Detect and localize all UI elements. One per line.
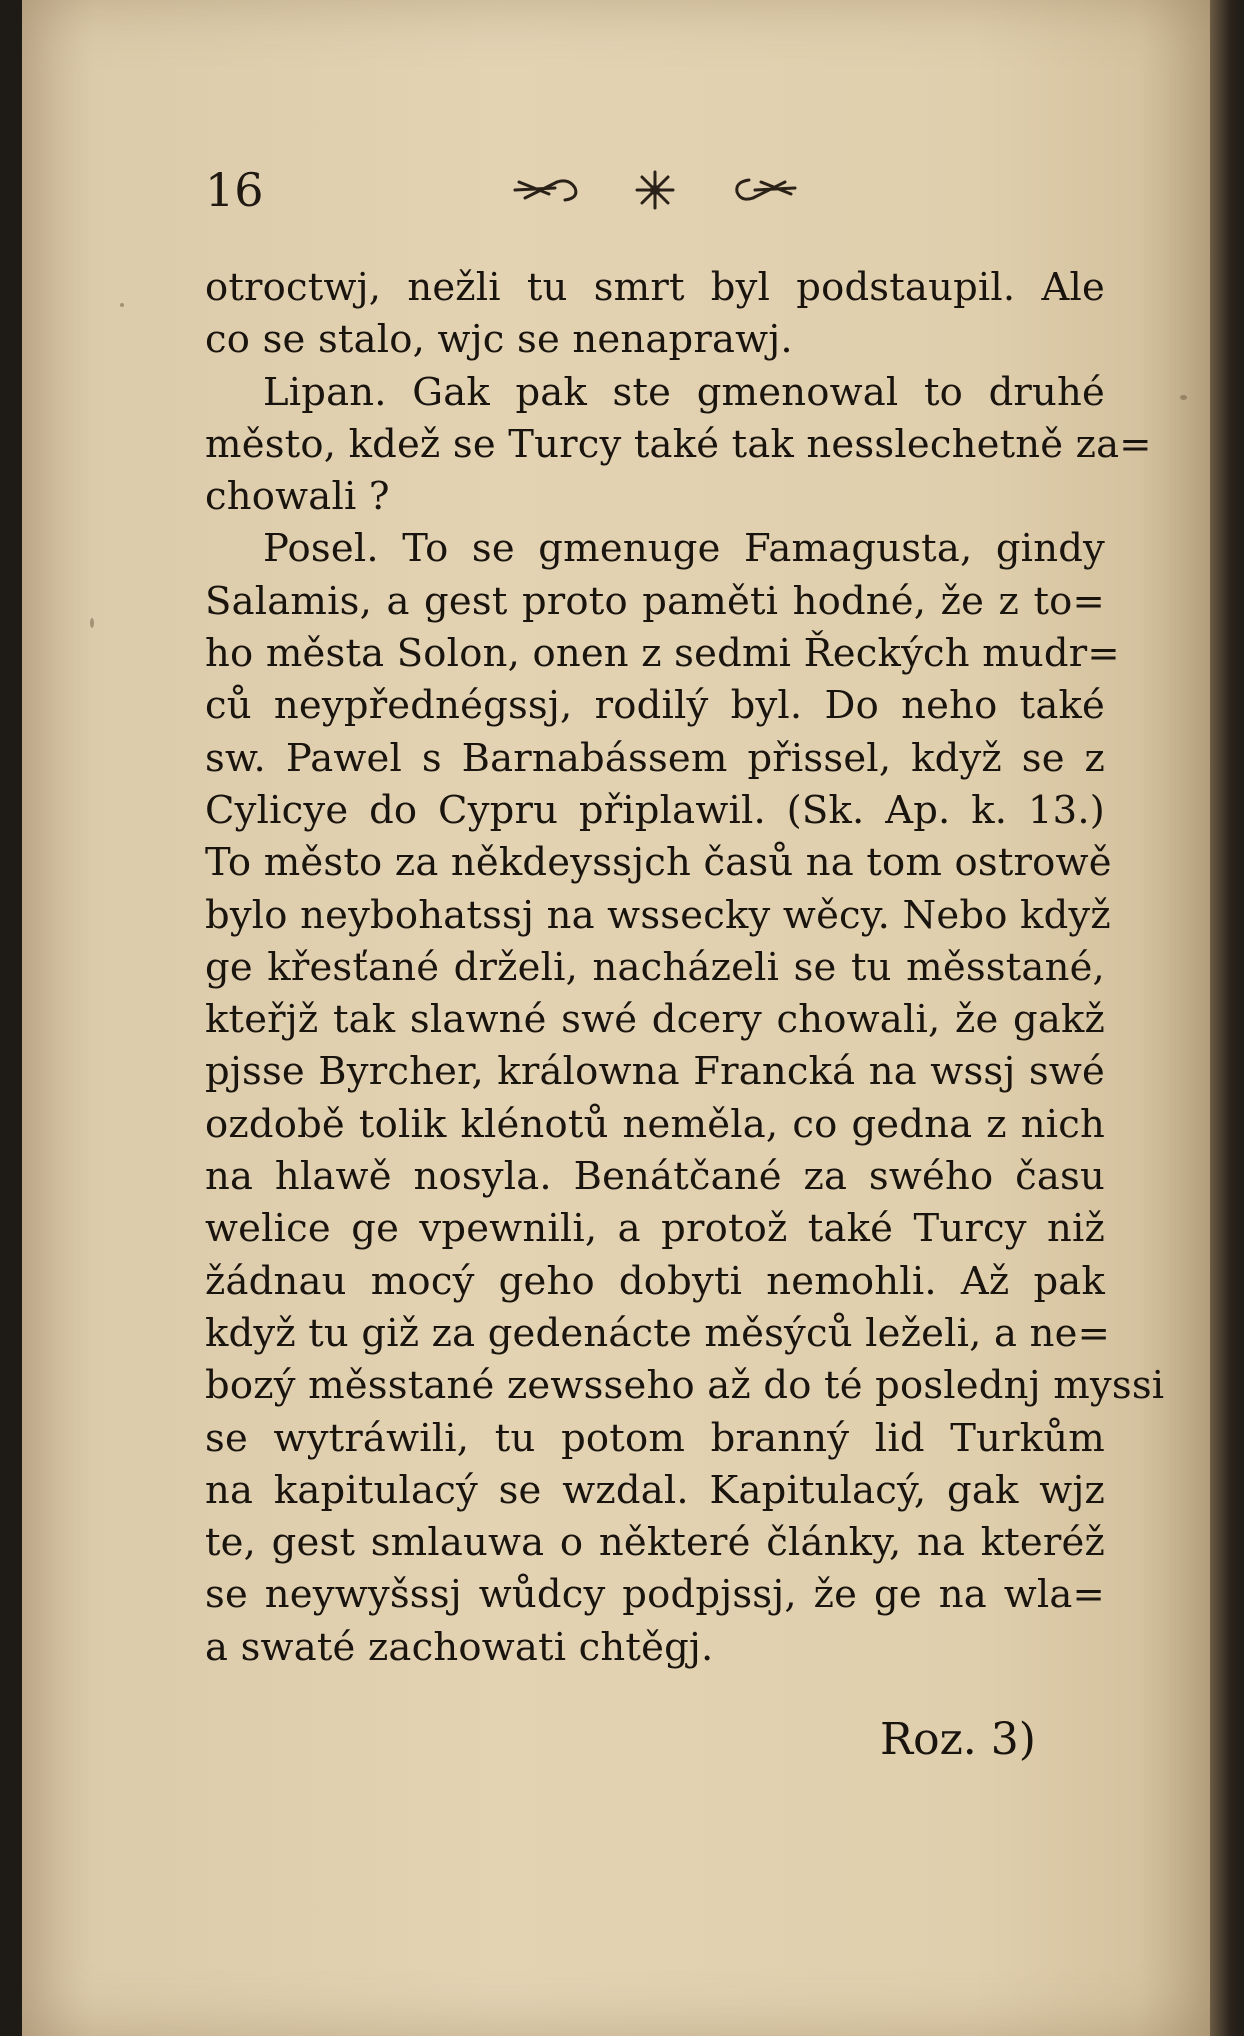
text-line: ho města Solon, onen z sedmi Řeckých mudr= bbox=[205, 631, 1120, 677]
text-line: te, gest smlauwa o některé články, na kteréž bbox=[205, 1520, 1105, 1566]
text-line: To město za někdeyssjch časů na tom ostrowě bbox=[205, 840, 1112, 886]
text-line: pjsse Byrcher, králowna Francká na wssj swé bbox=[205, 1049, 1105, 1095]
text-line: Cylicye do Cypru připlawil. (Sk. Ap. k. 13.) bbox=[205, 787, 1105, 833]
text-line: Posel. To se gmenuge Famagusta, gindy bbox=[263, 526, 1105, 572]
page-header bbox=[205, 160, 835, 220]
text-line: chowali ? bbox=[205, 474, 390, 520]
text-line: otroctwj, nežli tu smrt byl podstaupil. Ale bbox=[205, 265, 1105, 310]
text-line: kteřjž tak slawné swé dcery chowali, že gakž bbox=[205, 997, 1105, 1043]
paper-speck bbox=[1180, 395, 1187, 400]
text-line: Lipan. Gak pak ste gmenowal to druhé bbox=[263, 369, 1105, 415]
text-line: co se stalo, wjc se nenaprawj. bbox=[205, 317, 793, 363]
body-text bbox=[205, 262, 1165, 1674]
text-line: na kapitulacý se wzdal. Kapitulacý, gak wjz bbox=[205, 1467, 1105, 1513]
text-line: na hlawě nosyla. Benátčané za swého času bbox=[205, 1154, 1105, 1200]
text-line: ge křesťané drželi, nacházeli se tu měsstané, bbox=[205, 944, 1105, 990]
text-line: ců neypřednégssj, rodilý byl. Do neho také bbox=[205, 683, 1105, 729]
page-number: 16 bbox=[205, 163, 264, 217]
text-line: město, kdež se Turcy také tak nesslechetně za= bbox=[205, 421, 1152, 467]
paper-speck bbox=[90, 618, 94, 628]
text-line: se wytráwili, tu potom branný lid Turkům bbox=[205, 1415, 1105, 1461]
text-line: žádnau mocý geho dobyti nemohli. Až pak bbox=[205, 1258, 1105, 1304]
fleuron-ornament-icon bbox=[505, 168, 805, 212]
text-line: sw. Pawel s Barnabássem přissel, když se z bbox=[205, 735, 1105, 781]
text-line: ozdobě tolik klénotů neměla, co gedna z nich bbox=[205, 1101, 1105, 1147]
text-line: bozý měsstané zewsseho až do té poslednj myssi bbox=[205, 1363, 1165, 1409]
text-line: Salamis, a gest proto paměti hodné, že z to= bbox=[205, 578, 1105, 624]
text-line: a swaté zachowati chtěgj. bbox=[205, 1624, 714, 1670]
text-line: se neywyšssj wůdcy podpjssj, že ge na wla= bbox=[205, 1572, 1105, 1618]
paper-speck bbox=[120, 303, 124, 307]
book-gutter-edge bbox=[1210, 0, 1244, 2036]
text-line: welice ge vpewnili, a protož také Turcy niž bbox=[205, 1206, 1105, 1252]
catchword: Roz. 3) bbox=[880, 1714, 1036, 1765]
text-line: když tu giž za gedenácte měsýců leželi, a ne= bbox=[205, 1310, 1111, 1356]
text-line: bylo neybohatssj na wssecky wěcy. Nebo když bbox=[205, 892, 1111, 938]
